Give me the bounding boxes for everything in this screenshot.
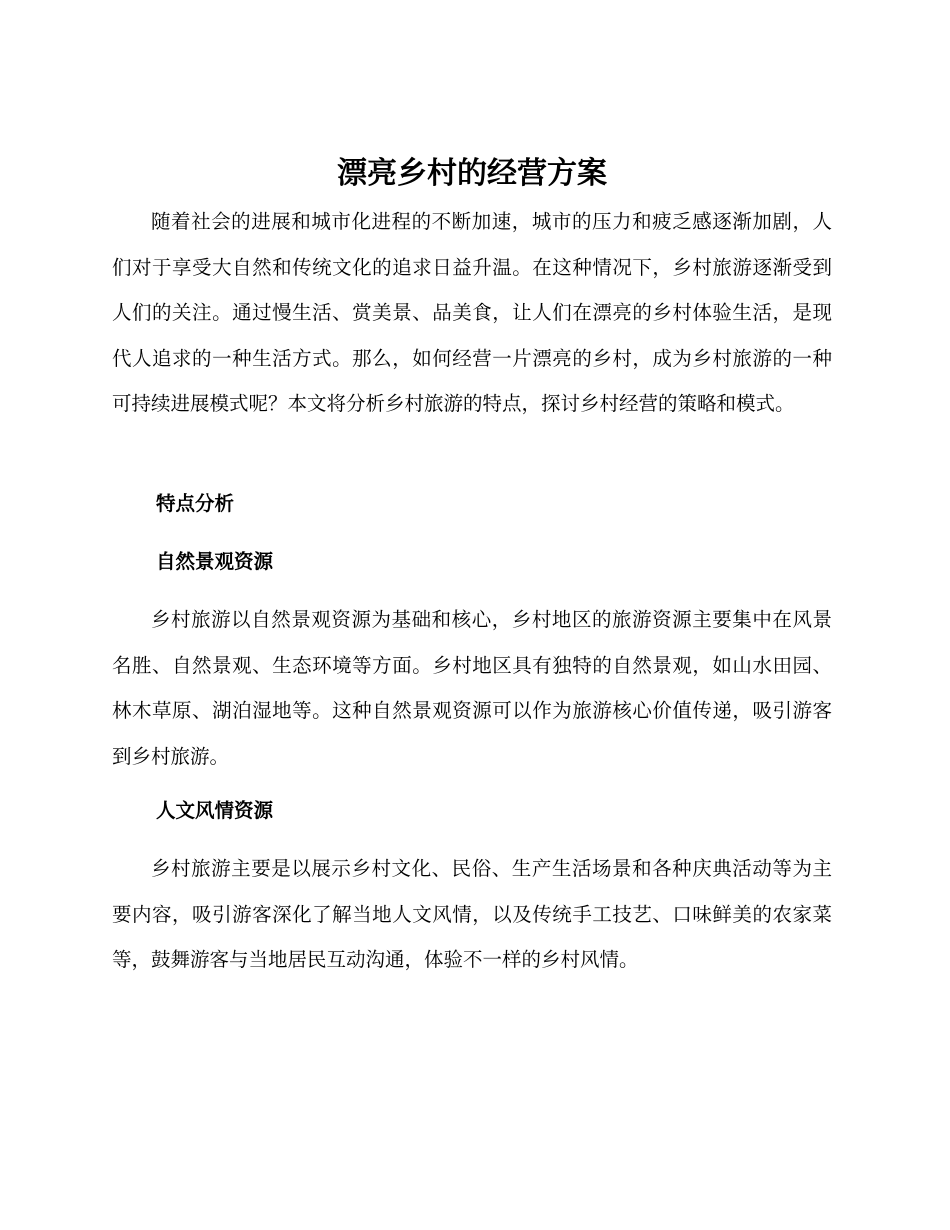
cultural-customs-paragraph: 乡村旅游主要是以展示乡村文化、民俗、生产生活场景和各种庆典活动等为主要内容，吸引游客深化了解当地人文风情，以及传统手工技艺、口味鲜美的农家菜等，鼓舞游客与当地居民互动沟通，体验不一样的乡村风情。 xyxy=(112,857,832,971)
intro-paragraph: 随着社会的进展和城市化进程的不断加速，城市的压力和疲乏感逐渐加剧，人们对于享受大自然和传统文化的追求日益升温。在这种情况下，乡村旅游逐渐受到人们的关注。通过慢生活、赏美景、品美食，让人们在漂亮的乡村体验生活，是现代人追求的一种生活方式。那么，如何经营一片漂亮的乡村，成为乡村旅游的一种可持续进展模式呢？本文将分析乡村旅游的特点，探讨乡村经营的策略和模式。 xyxy=(112,210,832,415)
subsection-heading-natural-landscape: 自然景观资源 xyxy=(156,550,274,573)
document-title: 漂亮乡村的经营方案 xyxy=(337,156,607,191)
subsection-heading-cultural-customs: 人文风情资源 xyxy=(156,799,274,822)
section-heading-feature-analysis: 特点分析 xyxy=(156,492,235,515)
natural-landscape-paragraph: 乡村旅游以自然景观资源为基础和核心，乡村地区的旅游资源主要集中在风景名胜、自然景观、生态环境等方面。乡村地区具有独特的自然景观，如山水田园、林木草原、湖泊湿地等。这种自然景观资源可以作为旅游核心价值传递，吸引游客到乡村旅游。 xyxy=(112,608,832,768)
